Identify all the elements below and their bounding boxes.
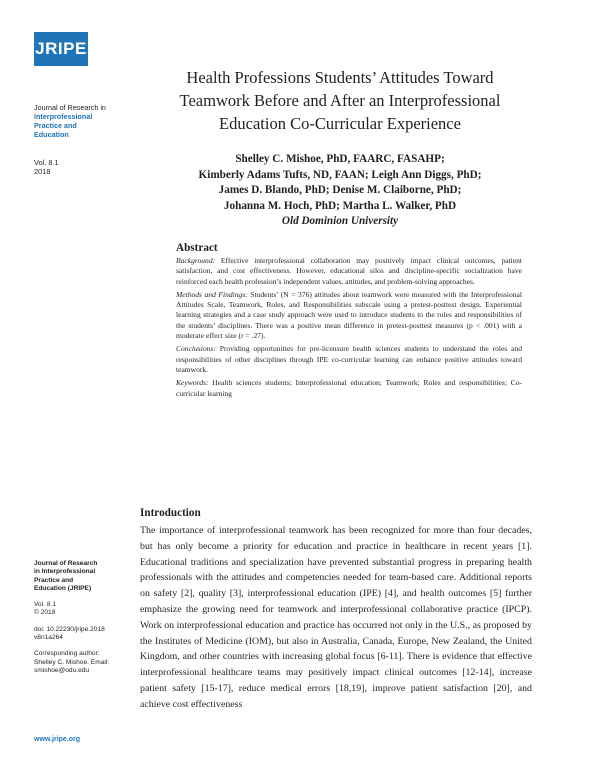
abstract-background [176, 256, 522, 287]
sidebar-citation-info [34, 560, 124, 675]
sidebar-corresponding-author: Shelley C. Mishoe. Email: [34, 658, 110, 666]
title-line: Health Professions Students’ Attitudes Toward [186, 68, 494, 87]
abstract-label: Methods and Findings: [176, 289, 248, 299]
sidebar-journal-line: Education (JRIPE) [34, 584, 92, 592]
abstract-text: Students’ (N = 376) attitudes about teamwork were measured with the Interprofessional Attitudes Scale, Teamwork, Roles, and Responsibilities subscale using a pretest-posttest design. Experiential learning strategies and a case study approach were used to introduce students to the roles and responsibilities of the students’ disciplines. There was a positive mean difference in pretest-posttest measures (p < .001) with a moderate effect size (r = .27). [176, 289, 522, 341]
abstract-methods [176, 290, 522, 341]
introduction-body: The importance of interprofessional teamwork has been recognized for more than four decades, but has only become a priority for education and practice in healthcare in recent years [1]. Educational traditions and specialization have prevented substantial progress in preparing health professionals with the attitudes and competencies needed for team-based care. Additional reports on safety [2], quality [3], interprofessional education (IPE) [4], and health outcomes [5] further emphasize the growing need for teamwork and interprofessional collaborative practice (IPCP). Work on interprofessional education and practice has occurred not only in the U.S., as proposed by the Institutes of Medicine (IOM), but also in Australia, Canada, Europe, New Zealand, the United Kingdom, and other countries with increasing global focus [6-11]. There is evidence that effective interprofessional healthcare teams may positively impact clinical outcomes [12-14], increase patient safety [15-17], reduce medical errors [18,19], improve patient satisfaction [20], and achieve cost effectiveness [140, 525, 532, 710]
abstract-label: Keywords: [176, 378, 209, 388]
abstract-text: Health sciences students; Interprofessional education; Teamwork; Roles and responsibilities; Co-curricular learning [176, 378, 522, 398]
author-line: James D. Blando, PhD; Denise M. Claiborne, PhD; [218, 184, 462, 196]
abstract-label: Conclusions: [176, 344, 216, 354]
sidebar-journal-line: Practice and [34, 576, 74, 584]
journal-name [34, 103, 124, 139]
journal-logo: JRIPE [34, 32, 88, 66]
introduction-heading: Introduction [140, 507, 201, 519]
volume-number: Vol. 8.1 [34, 158, 59, 167]
paper-title [140, 66, 540, 135]
sidebar-journal-line: in Interprofessional [34, 568, 96, 576]
volume-year: 2018 [34, 167, 51, 176]
abstract-keywords [176, 378, 522, 399]
footer-website-link[interactable]: www.jripe.org [34, 736, 81, 743]
abstract-section [176, 241, 522, 402]
abstract-text: Providing opportunities for pre-licensure health sciences students to understand the roles and responsibilities of other disciplines through IPE co-curricular learning can enhance positive attitudes toward teamwork. [176, 344, 522, 374]
sidebar-corresponding-label: Corresponding author: [34, 650, 100, 658]
author-line: Shelley C. Mishoe, PhD, FAARC, FASAHP; [235, 153, 445, 165]
author-list [140, 152, 540, 214]
sidebar-doi-suffix: v8n1a264 [34, 634, 63, 642]
sidebar-volume: Vol. 8.1 [34, 601, 56, 609]
abstract-text: Effective interprofessional collaboration may positively impact clinical outcomes, patient satisfaction, and cost effectiveness. However, educational silos and discipline-specific socialization have reinforced each health profession’s independent values, attitudes, and problem-solving approaches. [176, 256, 522, 286]
abstract-heading: Abstract [176, 242, 218, 254]
sidebar-email-link[interactable]: smishoe@odu.edu [34, 666, 90, 674]
author-line: Johanna M. Hoch, PhD; Martha L. Walker, PhD [223, 199, 457, 212]
abstract-conclusions [176, 344, 522, 375]
sidebar-journal-line: Journal of Research [34, 560, 98, 567]
title-line: Teamwork Before and After an Interprofessional [179, 91, 501, 110]
abstract-label: Background: [176, 256, 216, 265]
sidebar-doi: doi: 10.22230/jripe.2018 [34, 625, 105, 633]
journal-name-line: Practice and [34, 121, 77, 130]
volume-info [34, 158, 124, 176]
author-line: Kimberly Adams Tufts, ND, FAAN; Leigh Ann Diggs, PhD; [198, 168, 482, 181]
title-line: Education Co-Curricular Experience [219, 114, 461, 133]
journal-name-line: Education [34, 130, 69, 139]
affiliation: Old Dominion University [281, 215, 399, 227]
sidebar-copyright: © 2018 [34, 609, 56, 617]
journal-name-line: Interprofessional [34, 112, 93, 121]
journal-name-line: Journal of Research in [34, 103, 106, 112]
